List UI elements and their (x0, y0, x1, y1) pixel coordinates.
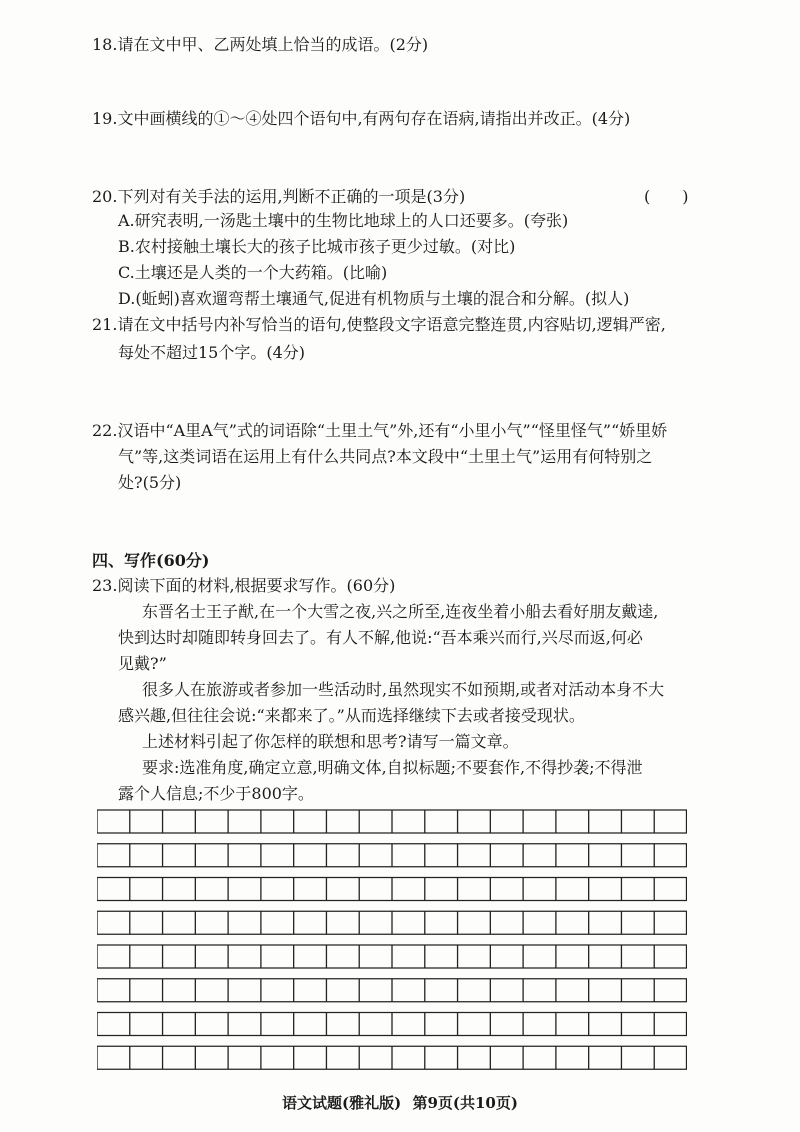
question-21-line2: 每处不超过15个字。(4分) (118, 343, 306, 362)
answer-bracket: ( ) (644, 187, 689, 206)
section-heading-writing: 四、写作(60分) (92, 551, 210, 570)
requirements-line2: 露个人信息;不少于800字。 (118, 784, 314, 803)
page-footer (0, 1092, 800, 1113)
material-paragraph-2-line2: 感兴趣,但往往会说:“来都来了。”从而选择继续下去或者接受现状。 (118, 706, 585, 725)
material-paragraph-1-line3: 见戴?” (118, 654, 167, 673)
question-22-line2: 气”等,这类词语在运用上有什么共同点?本文段中“土里土气”运用有何特别之 (118, 447, 653, 466)
question-22-line3: 处?(5分) (118, 473, 182, 492)
material-paragraph-1-line2: 快到达时却随即转身回去了。有人不解,他说:“吾本乘兴而行,兴尽而返,何必 (118, 628, 643, 647)
option-c: C.土壤还是人类的一个大药箱。(比喻) (118, 263, 388, 282)
question-18: 18.请在文中甲、乙两处填上恰当的成语。(2分) (92, 35, 429, 54)
material-paragraph-1-line1: 东晋名士王子猷,在一个大雪之夜,兴之所至,连夜坐着小船去看好朋友戴逵, (142, 602, 659, 621)
question-21-line1: 21.请在文中括号内补写恰当的语句,使整段文字语意完整连贯,内容贴切,逻辑严密, (92, 315, 666, 334)
option-a: A.研究表明,一汤匙土壤中的生物比地球上的人口还要多。(夸张) (118, 211, 569, 230)
composition-grid[interactable] (97, 808, 687, 1078)
option-b: B.农村接触土壤长大的孩子比城市孩子更少过敏。(对比) (118, 237, 516, 256)
question-20-stem: 20.下列对有关手法的运用,判断不正确的一项是(3分) (92, 187, 466, 206)
question-23-title: 23.阅读下面的材料,根据要求写作。(60分) (92, 576, 396, 595)
requirements-line1: 要求:选准角度,确定立意,明确文体,自拟标题;不要套作,不得抄袭;不得泄 (142, 758, 643, 777)
option-d: D.(蚯蚓)喜欢遛弯帮土壤通气,促进有机物质与土壤的混合和分解。(拟人) (118, 289, 630, 308)
question-19: 19.文中画横线的①～④处四个语句中,有两句存在语病,请指出并改正。(4分) (92, 109, 631, 128)
page-number: 第9页(共10页) (412, 1094, 518, 1112)
material-paragraph-2-line1: 很多人在旅游或者参加一些活动时,虽然现实不如预期,或者对活动本身不大 (142, 680, 665, 699)
question-22-line1: 22.汉语中“A里A气”式的词语除“土里土气”外,还有“小里小气”“怪里怪气”“娇里娇 (92, 421, 668, 440)
exam-title: 语文试题(雅礼版) (282, 1094, 402, 1112)
writing-prompt: 上述材料引起了你怎样的联想和思考?请写一篇文章。 (142, 732, 519, 751)
